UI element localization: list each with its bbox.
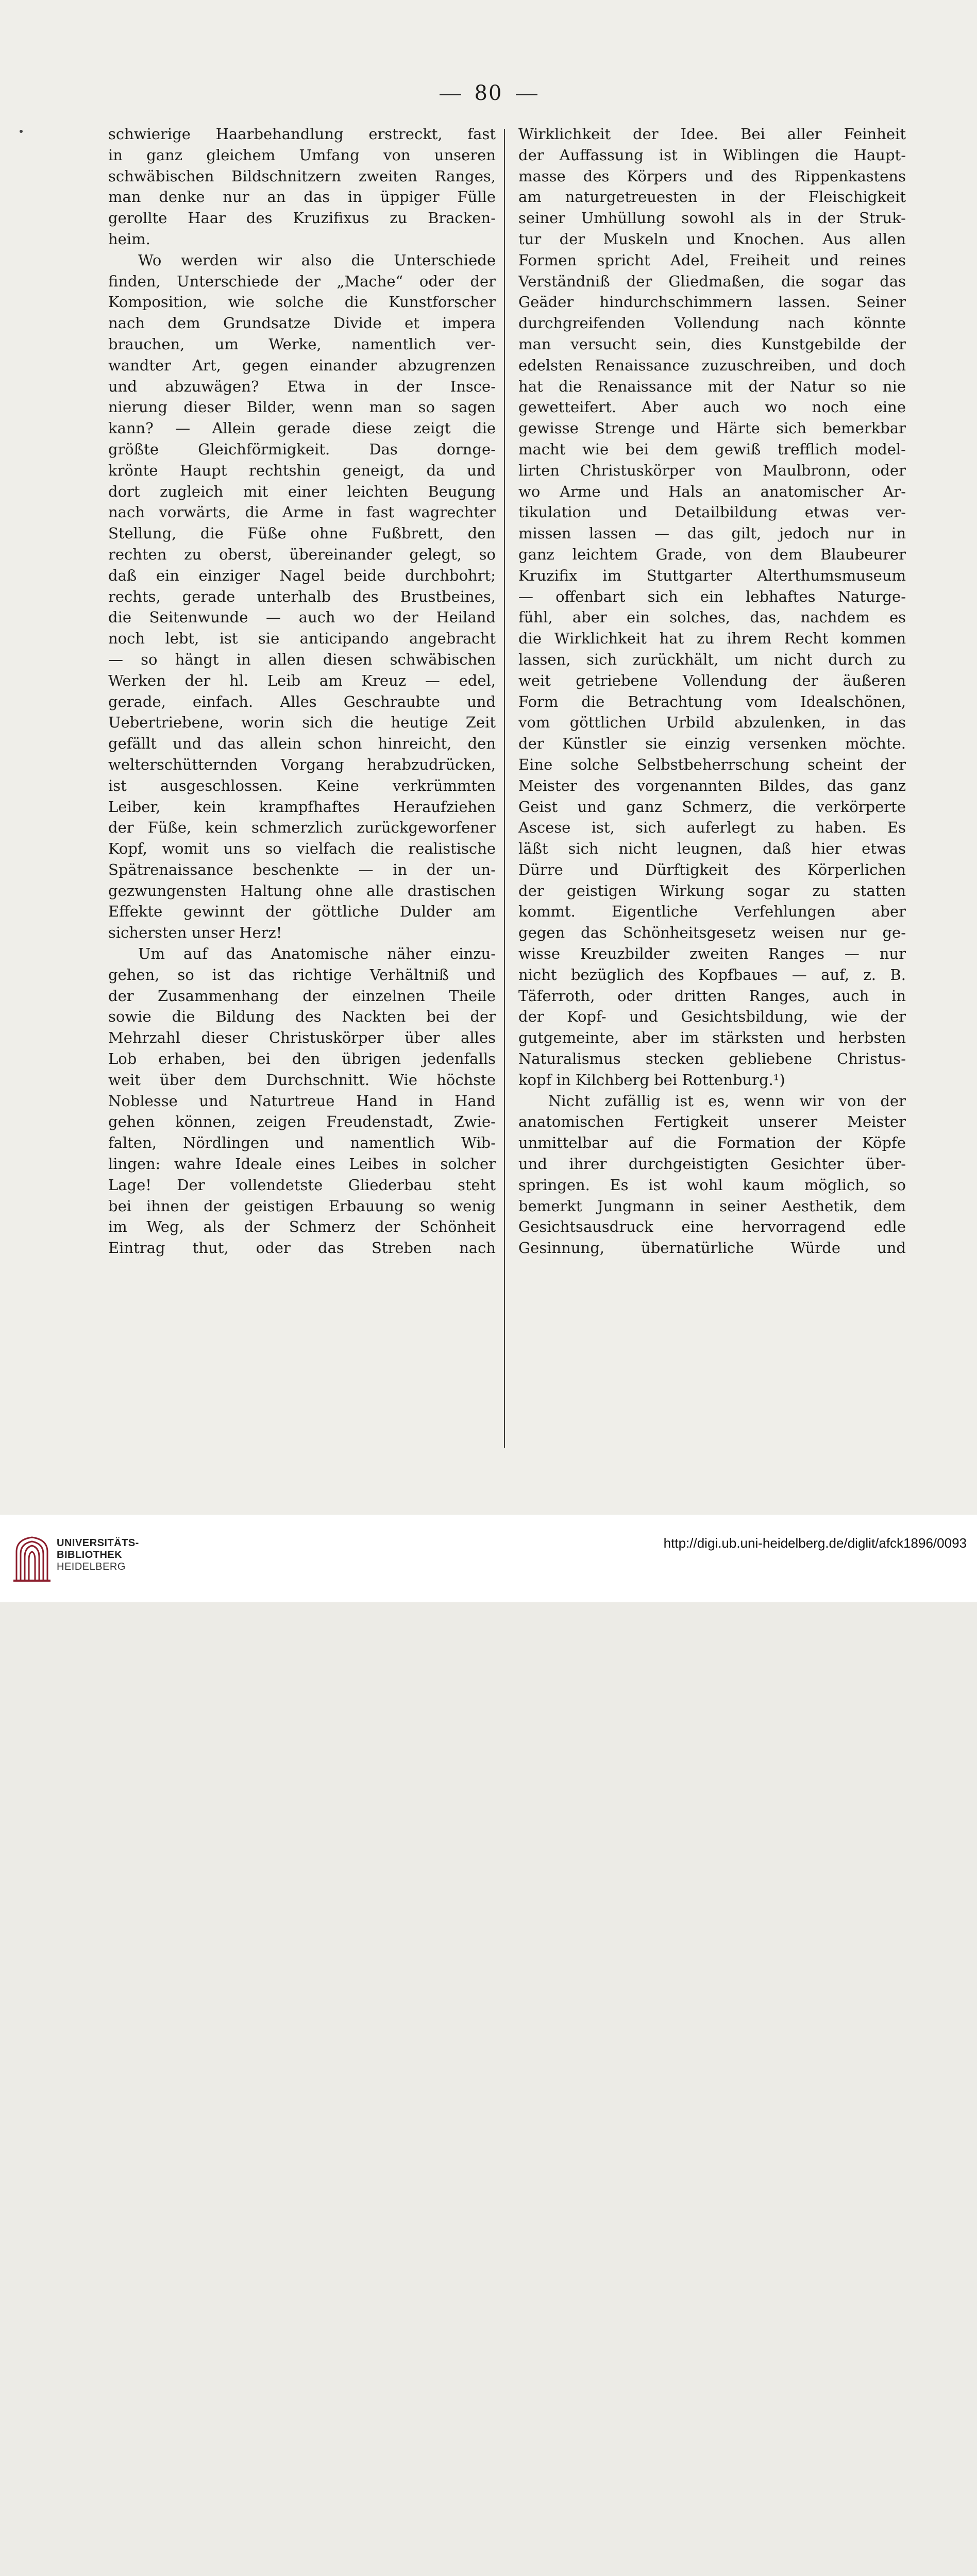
text-line: Eine solche Selbstbeherrschung scheint der — [518, 755, 906, 773]
text-line: finden, Unterschiede der „Mache“ oder der — [108, 272, 496, 290]
text-line: vom göttlichen Urbild abzulenken, in das — [518, 714, 906, 732]
text-line: ganz leichtem Grade, von dem Blaubeurer — [518, 545, 906, 563]
text-line: masse des Körpers und des Rippenkastens — [518, 167, 906, 185]
text-line: nach dem Grundsatze Divide et impera — [108, 314, 496, 332]
institution-line-1: UNIVERSITÄTS- — [57, 1537, 139, 1549]
text-line: die Wirklichkeit hat zu ihrem Recht kommen — [518, 630, 906, 648]
text-line: gerade, einfach. Alles Geschraubte und — [108, 692, 496, 710]
text-line: nierung dieser Bilder, wenn man so sagen — [108, 398, 496, 416]
text-line: Noblesse und Naturtreue Hand in Hand — [108, 1092, 496, 1110]
text-line: wo Arme und Hals an anatomischer Ar- — [518, 482, 906, 500]
text-line: durchgreifenden Vollendung nach könnte — [518, 314, 906, 332]
text-line: nach vorwärts, die Arme in fast wagrechter — [108, 503, 496, 521]
text-line: in ganz gleichem Umfang von unseren — [108, 146, 496, 164]
footer-bar — [0, 1515, 977, 1602]
text-line: Form die Betrachtung vom Idealschönen, — [518, 692, 906, 710]
text-line: der Kopf- und Gesichtsbildung, wie der — [518, 1008, 906, 1026]
text-line: gutgemeinte, aber im stärksten und herbsten — [518, 1029, 906, 1047]
text-line: gewisse Strenge und Härte sich bemerkbar — [518, 419, 906, 437]
text-line: wandter Art, gegen einander abzugrenzen — [108, 356, 496, 374]
text-line: schwäbischen Bildschnitzern zweiten Ranges, — [108, 167, 496, 185]
heidelberg-seal-icon — [10, 1534, 54, 1584]
text-line: Werken der hl. Leib am Kreuz — edel, — [108, 671, 496, 689]
text-line: gezwungensten Haltung ohne alle drastischen — [108, 882, 496, 900]
text-line: seiner Umhüllung sowohl als in der Struk- — [518, 209, 906, 227]
text-line: Lage! Der vollendetste Gliederbau steht — [108, 1176, 496, 1194]
text-line: gefällt und das allein schon hinreicht, den — [108, 735, 496, 753]
text-line: der Zusammenhang der einzelnen Theile — [108, 987, 496, 1005]
page-number-text: 80 — [474, 81, 503, 105]
text-line: — offenbart sich ein lebhaftes Naturge- — [518, 587, 906, 605]
text-line: läßt sich nicht leugnen, daß hier etwas — [518, 840, 906, 858]
text-line: — so hängt in allen diesen schwäbischen — [108, 650, 496, 668]
text-line: rechts, gerade unterhalb des Brustbeines, — [108, 587, 496, 605]
text-line: Um auf das Anatomische näher einzu- — [138, 945, 496, 963]
text-line: Lob erhaben, bei den übrigen jedenfalls — [108, 1050, 496, 1068]
institution-line-3: HEIDELBERG — [57, 1561, 126, 1572]
text-line: sowie die Bildung des Nackten bei der — [108, 1008, 496, 1026]
text-line: sichersten unser Herz! — [108, 924, 282, 942]
text-line: schwierige Haarbehandlung erstreckt, fast — [108, 125, 496, 143]
text-line: Dürre und Dürftigkeit des Körperlichen — [518, 860, 906, 878]
text-line: Effekte gewinnt der göttliche Dulder am — [108, 903, 496, 921]
institution-name — [57, 1537, 139, 1573]
text-line: Spätrenaissance beschenkte — in der un- — [108, 860, 496, 878]
text-line: Meister des vorgenannten Bildes, das ganz — [518, 776, 906, 794]
text-line: bei ihnen der geistigen Erbauung so wenig — [108, 1197, 496, 1215]
text-line: der geistigen Wirkung sogar zu statten — [518, 882, 906, 900]
text-line: krönte Haupt rechtshin geneigt, da und — [108, 461, 496, 479]
text-line: Komposition, wie solche die Kunstforscher — [108, 293, 496, 311]
text-line: gehen, so ist das richtige Verhältniß und — [108, 965, 496, 984]
right-column — [518, 124, 906, 1259]
text-line: Formen spricht Adel, Freiheit und reines — [518, 251, 906, 269]
text-line: daß ein einziger Nagel beide durchbohrt; — [108, 566, 496, 584]
page-number-dash-right — [516, 94, 537, 95]
page-number — [0, 81, 977, 105]
text-line: ist ausgeschlossen. Keine verkrümmten — [108, 776, 496, 794]
text-line: macht wie bei dem gewiß trefflich model- — [518, 440, 906, 458]
text-line: Uebertriebene, worin sich die heutige Zeit — [108, 714, 496, 732]
source-url-link[interactable]: http://digi.ub.uni-heidelberg.de/diglit/afck1896/0093 — [663, 1535, 967, 1551]
text-line: Geist und ganz Schmerz, die verkörperte — [518, 798, 906, 816]
text-line: größte Gleichförmigkeit. Das dornge- — [108, 440, 496, 458]
text-line: tikulation und Detailbildung etwas ver- — [518, 503, 906, 521]
text-line: man denke nur an das in üppiger Fülle — [108, 188, 496, 206]
text-line: und abzuwägen? Etwa in der Insce- — [108, 377, 496, 395]
text-line: noch lebt, ist sie anticipando angebracht — [108, 630, 496, 648]
text-line: edelsten Renaissance zuzuschreiben, und doch — [518, 356, 906, 374]
text-line: Wirklichkeit der Idee. Bei aller Feinheit — [518, 125, 906, 143]
text-line: im Weg, als der Schmerz der Schönheit — [108, 1218, 496, 1236]
text-line: Kruzifix im Stuttgarter Alterthumsmuseum — [518, 566, 906, 584]
text-line: fühl, aber ein solches, das, nachdem es — [518, 608, 906, 626]
page-number-dash-left — [440, 94, 461, 95]
text-line: gehen können, zeigen Freudenstadt, Zwie- — [108, 1113, 496, 1131]
text-line: nicht bezüglich des Kopfbaues — auf, z. B. — [518, 965, 906, 984]
text-line: tur der Muskeln und Knochen. Aus allen — [518, 230, 906, 248]
text-line: missen lassen — das gilt, jedoch nur in — [518, 524, 906, 543]
text-line: weit über dem Durchschnitt. Wie höchste — [108, 1071, 496, 1089]
left-column — [108, 124, 496, 1259]
text-line: Leiber, kein krampfhaftes Heraufziehen — [108, 798, 496, 816]
text-line: falten, Nördlingen und namentlich Wib- — [108, 1134, 496, 1152]
text-line: lingen: wahre Ideale eines Leibes in solcher — [108, 1155, 496, 1173]
text-line: Verständniß der Gliedmaßen, die sogar das — [518, 272, 906, 290]
column-divider — [504, 129, 505, 1448]
text-line: Gesinnung, übernatürliche Würde und — [518, 1239, 906, 1257]
text-line: Naturalismus stecken gebliebene Christus- — [518, 1050, 906, 1068]
text-line: welterschütternden Vorgang herabzudrücken, — [108, 755, 496, 773]
text-line: kommt. Eigentliche Verfehlungen aber — [518, 903, 906, 921]
text-line: man versucht sein, dies Kunstgebilde der — [518, 335, 906, 353]
text-line: gegen das Schönheitsgesetz weisen nur ge- — [518, 924, 906, 942]
text-line: weit getriebene Vollendung der äußeren — [518, 671, 906, 689]
text-line: gewetteifert. Aber auch wo noch eine — [518, 398, 906, 416]
text-line: der Füße, kein schmerzlich zurückgeworfener — [108, 819, 496, 837]
text-line: wisse Kreuzbilder zweiten Ranges — nur — [518, 945, 906, 963]
text-line: der Künstler sie einzig versenken möchte. — [518, 735, 906, 753]
text-line: kopf in Kilchberg bei Rottenburg.¹) — [518, 1071, 785, 1089]
text-line: hat die Renaissance mit der Natur so nie — [518, 377, 906, 395]
text-line: Kopf, womit uns so vielfach die realistische — [108, 840, 496, 858]
text-line: bemerkt Jungmann in seiner Aesthetik, dem — [518, 1197, 906, 1215]
text-line: Geäder hindurchschimmern lassen. Seiner — [518, 293, 906, 311]
text-line: Täferroth, oder dritten Ranges, auch in — [518, 987, 906, 1005]
text-line: rechten zu oberst, übereinander gelegt, so — [108, 545, 496, 563]
text-line: der Auffassung ist in Wiblingen die Haupt- — [518, 146, 906, 164]
text-line: die Seitenwunde — auch wo der Heiland — [108, 608, 496, 626]
text-line: anatomischen Fertigkeit unserer Meister — [518, 1113, 906, 1131]
text-line: Wo werden wir also die Unterschiede — [138, 251, 496, 269]
text-line: Nicht zufällig ist es, wenn wir von der — [548, 1092, 906, 1110]
text-line: Ascese ist, sich auferlegt zu haben. Es — [518, 819, 906, 837]
text-line: lirten Christuskörper von Maulbronn, oder — [518, 461, 906, 479]
text-line: unmittelbar auf die Formation der Köpfe — [518, 1134, 906, 1152]
text-line: kann? — Allein gerade diese zeigt die — [108, 419, 496, 437]
institution-line-2: BIBLIOTHEK — [57, 1549, 123, 1561]
text-line: am naturgetreuesten in der Fleischigkeit — [518, 188, 906, 206]
text-line: gerollte Haar des Kruzifixus zu Bracken- — [108, 209, 496, 227]
text-line: lassen, sich zurückhält, um nicht durch zu — [518, 650, 906, 668]
text-line: Stellung, die Füße ohne Fußbrett, den — [108, 524, 496, 543]
text-line: Mehrzahl dieser Christuskörper über alles — [108, 1029, 496, 1047]
text-line: Gesichtsausdruck eine hervorragend edle — [518, 1218, 906, 1236]
text-line: heim. — [108, 230, 150, 248]
text-line: dort zugleich mit einer leichten Beugung — [108, 482, 496, 500]
text-line: brauchen, um Werke, namentlich ver- — [108, 335, 496, 353]
scan-speck — [20, 130, 23, 133]
text-line: Eintrag thut, oder das Streben nach — [108, 1239, 496, 1257]
text-line: und ihrer durchgeistigten Gesichter über- — [518, 1155, 906, 1173]
text-line: springen. Es ist wohl kaum möglich, so — [518, 1176, 906, 1194]
